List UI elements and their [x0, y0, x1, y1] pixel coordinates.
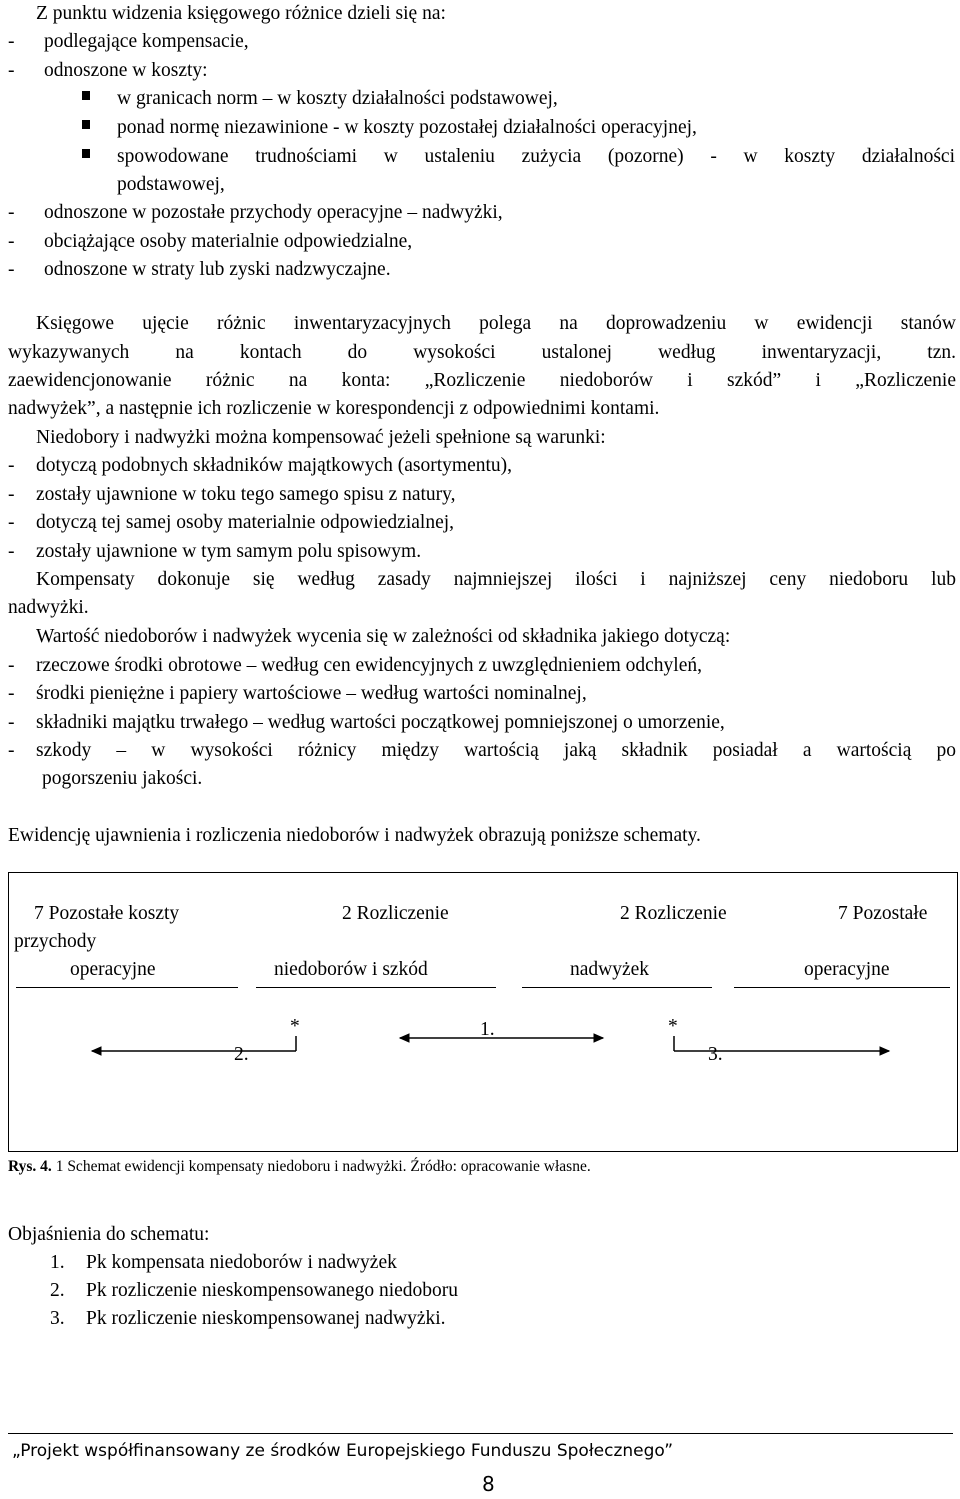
- dash-marker: -: [8, 202, 15, 223]
- diagram-number-2: 2.: [234, 1044, 249, 1065]
- list-item: składniki majątku trwałego – według wartości początkowej pomniejszonej o umorzenie,: [36, 712, 725, 733]
- dash-marker: -: [8, 31, 15, 52]
- arrow-2: [92, 1036, 296, 1055]
- dash-marker: -: [8, 512, 15, 533]
- list-item: dotyczą tej samej osoby materialnie odpowiedzialnej,: [36, 512, 455, 533]
- dash-marker: -: [8, 655, 15, 676]
- arrow-1: [400, 1034, 603, 1042]
- dash-marker: -: [8, 484, 15, 505]
- paragraph-line: wykazywanych na kontach do wysokości ustalonej według inwentaryzacji, tzn.: [8, 342, 956, 363]
- list-item: obciążające osoby materialnie odpowiedzialne,: [44, 231, 413, 252]
- dash-marker: -: [8, 541, 15, 562]
- dash-marker: -: [8, 740, 15, 761]
- list-item: odnoszone w pozostałe przychody operacyjne – nadwyżki,: [44, 202, 503, 223]
- figure-caption: [8, 1157, 591, 1177]
- explanation-item: Pk rozliczenie nieskompensowanego niedoboru: [86, 1280, 459, 1301]
- account-label-2-cont: niedoborów i szkód: [274, 959, 428, 980]
- footer-text: „Projekt współfinansowany ze środków Europejskiego Funduszu Społecznego”: [12, 1441, 674, 1461]
- account-label-4: 7 Pozostałe: [838, 903, 928, 924]
- list-item: szkody – w wysokości różnicy między wartością jaką składnik posiadał a wartością po: [36, 740, 956, 761]
- account-label-2: 2 Rozliczenie: [342, 903, 449, 924]
- account-label-4-cont2: operacyjne: [804, 959, 890, 980]
- dash-marker: -: [8, 712, 15, 733]
- paragraph-line: Wartość niedoborów i nadwyżek wycenia się w zależności od składnika jakiego dotyczą:: [36, 626, 731, 647]
- account-label-3-cont: nadwyżek: [570, 959, 650, 980]
- paragraph-line: zaewidencjonowanie różnic na konta: „Rozliczenie niedoborów i szkód” i „Rozliczenie: [8, 370, 956, 391]
- list-item: dotyczą podobnych składników majątkowych (asortymentu),: [36, 455, 513, 476]
- page-number: 8: [482, 1472, 495, 1496]
- explanations-title: Objaśnienia do schematu:: [8, 1224, 210, 1245]
- explanation-item: Pk rozliczenie nieskompensowanej nadwyżki.: [86, 1308, 446, 1329]
- dash-marker: -: [8, 259, 15, 280]
- caption-label: Rys. 4.: [8, 1158, 52, 1175]
- footer-divider: [8, 1433, 953, 1434]
- list-number: 2.: [50, 1280, 65, 1301]
- intro-heading: Z punktu widzenia księgowego różnice dzieli się na:: [36, 3, 446, 24]
- diagram-star-left: *: [290, 1016, 300, 1037]
- sub-list-item: spowodowane trudnościami w ustaleniu zużycia (pozorne) - w koszty działalności: [117, 146, 955, 167]
- caption-text: 1 Schemat ewidencji kompensaty niedoboru i nadwyżki. Źródło: opracowanie własne.: [51, 1158, 591, 1175]
- dash-marker: -: [8, 231, 15, 252]
- list-item-cont: pogorszeniu jakości.: [42, 768, 203, 789]
- list-item: odnoszone w koszty:: [44, 60, 208, 81]
- account-label-1: 7 Pozostałe koszty: [34, 903, 180, 924]
- diagram-number-1: 1.: [480, 1019, 495, 1040]
- arrow-3: [674, 1036, 889, 1055]
- paragraph-line: Kompensaty dokonuje się według zasady najmniejszej ilości i najniższej ceny niedoboru lub: [36, 569, 956, 590]
- list-item: podlegające kompensacie,: [44, 31, 249, 52]
- sub-list-item-cont: podstawowej,: [117, 174, 225, 195]
- paragraph-line: Księgowe ujęcie różnic inwentaryzacyjnych polega na doprowadzeniu w ewidencji stanów: [36, 313, 956, 334]
- sub-list-item: w granicach norm – w koszty działalności podstawowej,: [117, 88, 558, 109]
- dash-marker: -: [8, 455, 15, 476]
- paragraph-line: nadwyżek”, a następnie ich rozliczenie w korespondencji z odpowiednimi kontami.: [8, 398, 660, 419]
- list-item: zostały ujawnione w toku tego samego spisu z natury,: [36, 484, 456, 505]
- paragraph-line: nadwyżki.: [8, 597, 89, 618]
- sub-list-item: ponad normę niezawinione - w koszty pozostałej działalności operacyjnej,: [117, 117, 697, 138]
- account-label-4-cont: przychody: [14, 931, 97, 952]
- list-item: odnoszone w straty lub zyski nadzwyczajne.: [44, 259, 391, 280]
- list-item: środki pieniężne i papiery wartościowe – według wartości nominalnej,: [36, 683, 587, 704]
- account-label-3: 2 Rozliczenie: [620, 903, 727, 924]
- list-item: rzeczowe środki obrotowe – według cen ewidencyjnych z uwzględnieniem odchyleń,: [36, 655, 703, 676]
- list-item: zostały ujawnione w tym samym polu spisowym.: [36, 541, 422, 562]
- dash-marker: -: [8, 683, 15, 704]
- diagram-number-3: 3.: [708, 1044, 723, 1065]
- list-number: 3.: [50, 1308, 65, 1329]
- account-label-1-cont: operacyjne: [70, 959, 156, 980]
- dash-marker: -: [8, 60, 15, 81]
- explanation-item: Pk kompensata niedoborów i nadwyżek: [86, 1252, 397, 1273]
- diagram-star-right: *: [668, 1016, 678, 1037]
- list-number: 1.: [50, 1252, 65, 1273]
- schema-intro: Ewidencję ujawnienia i rozliczenia niedoborów i nadwyżek obrazują poniższe schematy.: [8, 825, 701, 846]
- paragraph-line: Niedobory i nadwyżki można kompensować jeżeli spełnione są warunki:: [36, 427, 606, 448]
